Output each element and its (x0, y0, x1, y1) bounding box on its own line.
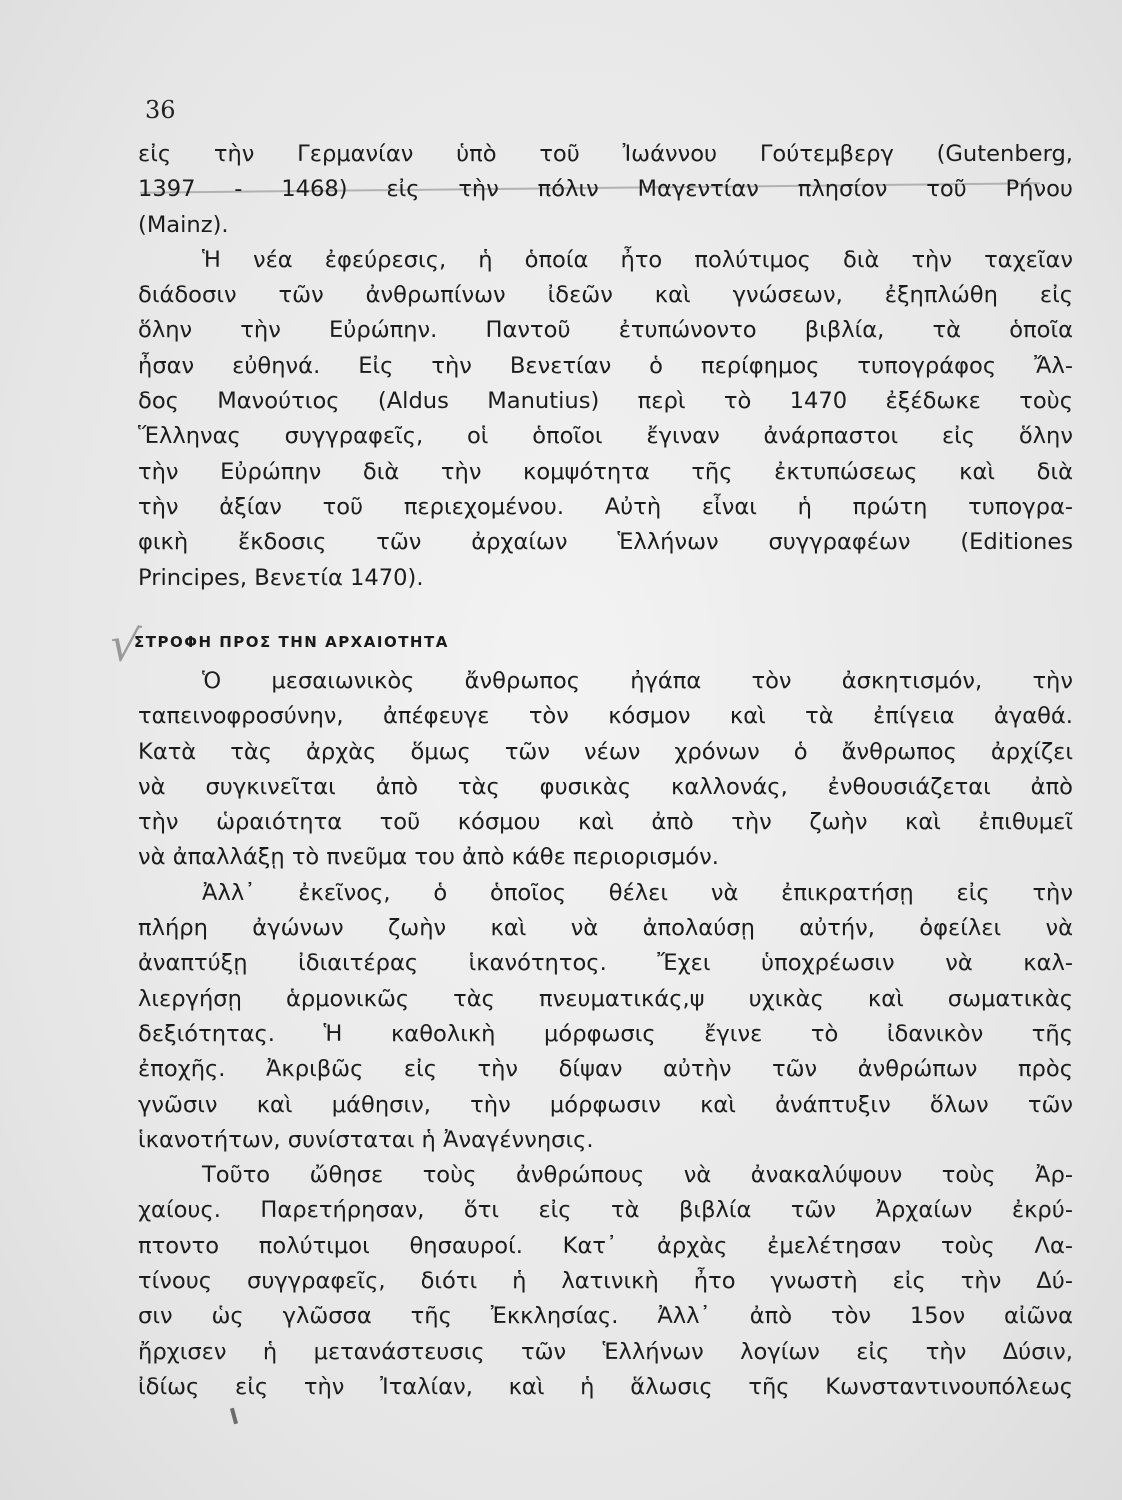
text-line: Ὁ μεσαιωνικὸς ἄνθρωπος ἠγάπα τὸν ἀσκητισμόν, τὴν (202, 668, 1073, 694)
text-line: Κατὰ τὰς ἀρχὰς ὅμως τῶν νέων χρόνων ὁ ἄνθρωπος ἀρχίζει (138, 738, 1073, 765)
text-line: ἦσαν εὐθηνά. Εἰς τὴν Βενετίαν ὁ περίφημος τυπογράφος Ἄλ- (138, 352, 1073, 379)
text-line: ταπεινοφροσύνην, ἀπέφευγε τὸν κόσμον καὶ τὰ ἐπίγεια ἀγαθά. (138, 703, 1073, 730)
text-line: φικὴ ἔκδοσις τῶν ἀρχαίων Ἑλλήνων συγγραφέων (Editiones (138, 529, 1073, 556)
text-line: λιεργήσῃ ἁρμονικῶς τὰς πνευματικάς,ψ υχικὰς καὶ σωματικὰς (138, 985, 1073, 1012)
text-line: εἰς τὴν Γερμανίαν ὑπὸ τοῦ Ἰωάννου Γούτεμβεργ (Gutenberg, (138, 141, 1073, 167)
text-line: 1397 - 1468) εἰς τὴν πόλιν Μαγεντίαν πλησίον τοῦ Ρήνου (138, 176, 1073, 203)
text-line: τὴν Εὐρώπην διὰ τὴν κομψότητα τῆς ἐκτυπώσεως καὶ διὰ (138, 458, 1073, 485)
text-line: τὴν ἀξίαν τοῦ περιεχομένου. Αὐτὴ εἶναι ἡ πρώτη τυπογρα- (138, 493, 1073, 520)
text-line: Ἕλληνας συγγραφεῖς, οἱ ὁποῖοι ἔγιναν ἀνάρπαστοι εἰς ὅλην (138, 423, 1073, 450)
text-line: ἱκανοτήτων, συνίσταται ἡ Ἀναγέννησις. (138, 1126, 594, 1153)
text-line: σιν ὡς γλῶσσα τῆς Ἐκκλησίας. Ἀλλ᾿ ἀπὸ τὸν 15ον αἰῶνα (138, 1303, 1073, 1330)
text-line: Ἡ νέα ἐφεύρεσις, ἡ ὁποία ἦτο πολύτιμος διὰ τὴν ταχεῖαν (202, 246, 1073, 273)
text-line: Ἀλλ᾿ ἐκεῖνος, ὁ ὁποῖος θέλει νὰ ἐπικρατήσῃ εἰς τὴν (202, 879, 1073, 906)
text-line: δεξιότητας. Ἡ καθολικὴ μόρφωσις ἔγινε τὸ ἰδανικὸν τῆς (138, 1020, 1073, 1047)
text-line: διάδοσιν τῶν ἀνθρωπίνων ἰδεῶν καὶ γνώσεων, ἐξηπλώθη εἰς (138, 282, 1073, 309)
text-line: πτοντο πολύτιμοι θησαυροί. Κατ᾿ ἀρχὰς ἐμελέτησαν τοὺς Λα- (138, 1232, 1073, 1259)
text-line: Τοῦτο ὤθησε τοὺς ἀνθρώπους νὰ ἀνακαλύψουν τοὺς Ἀρ- (202, 1162, 1073, 1189)
text-line: ὅλην τὴν Εὐρώπην. Παντοῦ ἐτυπώνοντο βιβλία, τὰ ὁποῖα (138, 317, 1073, 344)
text-line: ἰδίως εἰς τὴν Ἰταλίαν, καὶ ἡ ἅλωσις τῆς Κωνσταντινουπόλεως (138, 1373, 1073, 1400)
stray-ink-mark (230, 1408, 238, 1424)
text-line: ἐποχῆς. Ἀκριβῶς εἰς τὴν δίψαν αὐτὴν τῶν ἀνθρώπων πρὸς (138, 1056, 1073, 1083)
section-heading: ΣΤΡΟΦΗ ΠΡΟΣ ΤΗΝ ΑΡΧΑΙΟΤΗΤΑ (134, 633, 449, 651)
text-line: γνῶσιν καὶ μάθησιν, τὴν μόρφωσιν καὶ ἀνάπτυξιν ὅλων τῶν (138, 1091, 1073, 1118)
text-line: νὰ ἀπαλλάξῃ τὸ πνεῦμα του ἀπὸ κάθε περιορισμόν. (138, 844, 719, 871)
text-line: τὴν ὡραιότητα τοῦ κόσμου καὶ ἀπὸ τὴν ζωὴν καὶ ἐπιθυμεῖ (138, 809, 1073, 836)
check-mark-icon: √ (106, 616, 143, 674)
text-line: Principes, Βενετία 1470). (138, 564, 424, 591)
text-line: ἀναπτύξῃ ἰδιαιτέρας ἱκανότητος. Ἔχει ὑποχρέωσιν νὰ καλ- (138, 950, 1073, 977)
bottom-paragraph (138, 664, 1073, 1405)
text-line: ἤρχισεν ἡ μετανάστευσις τῶν Ἑλλήνων λογίων εἰς τὴν Δύσιν, (138, 1338, 1073, 1365)
text-line: χαίους. Παρετήρησαν, ὅτι εἰς τὰ βιβλία τῶν Ἀρχαίων ἐκρύ- (138, 1197, 1073, 1224)
page-number: 36 (145, 96, 176, 124)
top-paragraph (138, 137, 1073, 596)
text-line: τίνους συγγραφεῖς, διότι ἡ λατινικὴ ἦτο γνωστὴ εἰς τὴν Δύ- (138, 1268, 1073, 1295)
text-line: (Mainz). (138, 211, 229, 238)
text-line: νὰ συγκινεῖται ἀπὸ τὰς φυσικὰς καλλονάς, ἐνθουσιάζεται ἀπὸ (138, 773, 1073, 800)
text-line: πλήρη ἀγώνων ζωὴν καὶ νὰ ἀπολαύσῃ αὐτήν, ὀφείλει νὰ (138, 915, 1073, 942)
text-line: δος Μανούτιος (Aldus Manutius) περὶ τὸ 1470 ἐξέδωκε τοὺς (138, 388, 1073, 415)
